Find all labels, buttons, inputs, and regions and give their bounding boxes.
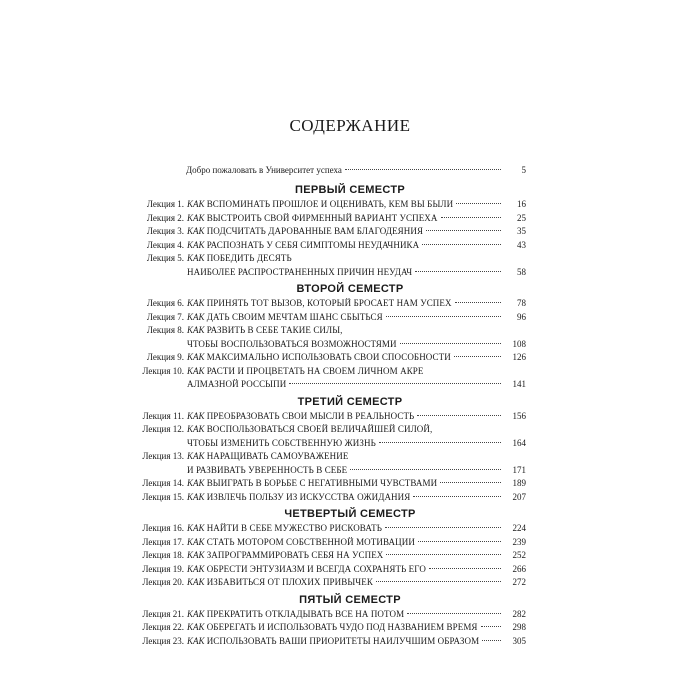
lecture-title-line [187,576,526,590]
lecture-title-text: РАСТИ И ПРОЦВЕТАТЬ НА СВОЕМ ЛИЧНОМ АКРЕ [206,365,424,376]
toc-entry[interactable] [134,491,526,505]
toc-entry[interactable] [134,522,526,536]
page-number: 189 [512,478,526,488]
dot-leader [422,244,501,245]
lecture-title [187,239,526,253]
semester-section [134,506,526,590]
toc-entry[interactable] [134,635,526,649]
lecture-title-text: И РАЗВИВАТЬ УВЕРЕННОСТЬ В СЕБЕ [187,464,348,475]
kak-prefix: КАК [187,212,205,223]
dot-leader [482,640,501,641]
lecture-title-line [187,437,526,451]
toc-entry[interactable] [134,621,526,635]
lecture-title-line [187,635,526,649]
kak-prefix: КАК [187,635,205,646]
lecture-number: Лекция 15. [142,491,184,502]
toc-entry[interactable] [134,239,526,253]
page-number: 16 [517,199,526,209]
page-number: 58 [517,266,526,277]
lecture-title [187,252,526,279]
toc-entry[interactable] [134,198,526,212]
dot-leader [376,581,501,582]
dot-leader [400,343,501,344]
lecture-number: Лекция 17. [142,536,184,547]
toc-entry[interactable] [134,450,526,477]
lecture-title-line [187,239,526,253]
lecture-title-text: НАИБОЛЕЕ РАСПРОСТРАНЕННЫХ ПРИЧИН НЕУДАЧ [187,266,413,277]
toc-entry[interactable] [134,410,526,424]
page-number: 43 [517,239,526,250]
lecture-title [187,563,526,577]
lecture-title-line [187,212,526,226]
lecture-title-text: ВОСПОЛЬЗОВАТЬСЯ СВОЕЙ ВЕЛИЧАЙШЕЙ СИЛОЙ, [206,424,433,434]
lecture-number: Лекция 16. [142,523,184,533]
lecture-number: Лекция 2. [146,212,184,223]
lecture-title-text: НАРАЩИВАТЬ САМОУВАЖЕНИЕ [206,451,349,461]
lecture-number: Лекция 23. [142,635,184,646]
page-number: 239 [512,536,526,547]
page-number: 282 [512,608,526,619]
lecture-title-line [187,225,526,239]
lecture-number: Лекция 20. [142,577,184,587]
lecture-number: Лекция 22. [142,622,184,632]
dot-leader [440,482,501,483]
lecture-title-line [187,266,526,280]
lecture-title-text: ВЫСТРОИТЬ СВОЙ ФИРМЕННЫЙ ВАРИАНТ УСПЕХА [206,212,438,223]
kak-prefix: КАК [187,608,205,619]
lecture-title-text: ПРЕОБРАЗОВАТЬ СВОИ МЫСЛИ В РЕАЛЬНОСТЬ [206,410,415,421]
lecture-title-text: ИЗБАВИТЬСЯ ОТ ПЛОХИХ ПРИВЫЧЕК [206,577,373,587]
page-title: СОДЕРЖАНИЕ [289,116,411,135]
dot-leader [415,271,501,272]
page-number: 5 [521,165,526,175]
dot-leader [386,554,501,555]
lecture-title-text: ПОБЕДИТЬ ДЕСЯТЬ [206,253,292,263]
kak-prefix: КАК [187,577,205,587]
lecture-title-line [187,563,526,577]
page-number: 224 [512,523,526,533]
lecture-title [187,423,526,450]
dot-leader [289,383,501,384]
toc-entry[interactable] [134,365,526,392]
kak-prefix: КАК [187,410,205,421]
lecture-title-line [187,378,526,392]
lecture-title-line [187,351,526,365]
page-number: 35 [517,226,526,236]
lecture-title-line [187,338,526,352]
lecture-title-text: ИЗВЛЕЧЬ ПОЛЬЗУ ИЗ ИСКУССТВА ОЖИДАНИЯ [206,491,411,502]
lecture-title-text: ИСПОЛЬЗОВАТЬ ВАШИ ПРИОРИТЕТЫ НАИЛУЧШИМ ОБРАЗОМ [206,635,480,646]
lecture-title [187,621,526,635]
page-number: 171 [512,464,526,475]
lecture-title-text: ВСПОМИНАТЬ ПРОШЛОЕ И ОЦЕНИВАТЬ, КЕМ ВЫ БЫЛИ [206,199,454,209]
kak-prefix: КАК [187,491,205,502]
page-number: 305 [512,635,526,646]
toc-entry[interactable] [134,297,526,311]
semester-section [134,182,526,279]
kak-prefix: КАК [187,523,205,533]
lecture-title-line [187,477,526,491]
lecture-title-text: ПРЕКРАТИТЬ ОТКЛАДЫВАТЬ ВСЕ НА ПОТОМ [206,608,405,619]
lecture-title-line [187,324,526,338]
lecture-number: Лекция 3. [146,226,184,236]
kak-prefix: КАК [187,424,205,434]
page-number: 252 [512,550,526,560]
dot-leader [455,302,501,303]
lecture-number: Лекция 13. [142,451,184,461]
semester-heading: ПЕРВЫЙ СЕМЕСТР [295,184,405,196]
semester-heading: ЧЕТВЕРТЫЙ СЕМЕСТР [284,508,416,520]
lecture-title-line [187,365,526,379]
toc-entry[interactable] [134,423,526,450]
page-number: 272 [512,577,526,587]
lecture-title-text: ВЫИГРАТЬ В БОРЬБЕ С НЕГАТИВНЫМИ ЧУВСТВАМИ [206,478,438,488]
toc-entry[interactable] [134,608,526,622]
lecture-title [187,297,526,311]
kak-prefix: КАК [187,365,205,376]
dot-leader [456,203,501,204]
lecture-title-line [187,621,526,635]
toc-entry[interactable] [134,536,526,550]
lecture-title-text: РАЗВИТЬ В СЕБЕ ТАКИЕ СИЛЫ, [206,325,343,335]
lecture-title-text: АЛМАЗНОЙ РОССЫПИ [187,379,287,389]
lecture-title-line [187,410,526,424]
lecture-title-line [187,536,526,550]
lecture-title [187,198,526,212]
dot-leader [345,169,501,170]
page-number: 156 [512,410,526,421]
toc-entry[interactable] [134,212,526,226]
lecture-number: Лекция 19. [142,563,184,574]
page-number: 108 [512,338,526,349]
toc-entry[interactable] [134,311,526,325]
lecture-title [187,608,526,622]
kak-prefix: КАК [187,226,205,236]
lecture-number: Лекция 18. [142,550,184,560]
lecture-title-text: СТАТЬ МОТОРОМ СОБСТВЕННОЙ МОТИВАЦИИ [206,536,415,547]
lecture-title-text: МАКСИМАЛЬНО ИСПОЛЬЗОВАТЬ СВОИ СПОСОБНОСТИ [206,352,451,362]
dot-leader [379,442,501,443]
toc-entry[interactable] [134,563,526,577]
lecture-title-line [187,522,526,536]
lecture-title-line [187,608,526,622]
kak-prefix: КАК [187,451,205,461]
lecture-title [187,549,526,563]
lecture-title [187,635,526,649]
page-number: 126 [512,352,526,362]
semester-section [134,592,526,649]
kak-prefix: КАК [187,563,205,574]
lecture-title [187,212,526,226]
lecture-title [187,450,526,477]
page-number: 96 [517,311,526,322]
page-number: 78 [517,298,526,308]
lecture-title-line [187,311,526,325]
semester-sections [134,182,526,648]
lecture-title-text: ОБЕРЕГАТЬ И ИСПОЛЬЗОВАТЬ ЧУДО ПОД НАЗВАНИЕМ ВРЕМЯ [206,622,478,632]
lecture-title-text: ДАТЬ СВОИМ МЕЧТАМ ШАНС СБЫТЬСЯ [206,311,383,322]
kak-prefix: КАК [187,550,205,560]
lecture-title-line [187,198,526,212]
dot-leader [429,568,501,569]
lecture-title-line [187,491,526,505]
page-number: 25 [517,212,526,223]
dot-leader [417,415,501,416]
dot-leader [454,356,501,357]
lecture-title-line [187,252,526,266]
lecture-number: Лекция 11. [142,410,184,421]
lecture-title [187,477,526,491]
toc-entry[interactable] [134,324,526,351]
lecture-title [187,365,526,392]
dot-leader [441,217,501,218]
lecture-title [187,351,526,365]
kak-prefix: КАК [187,199,205,209]
page-number: 141 [512,379,526,389]
lecture-number: Лекция 7. [146,311,184,322]
page-number: 164 [512,437,526,448]
lecture-number: Лекция 5. [146,253,184,263]
kak-prefix: КАК [187,352,205,362]
toc-entry[interactable] [134,477,526,491]
lecture-number: Лекция 21. [142,608,184,619]
kak-prefix: КАК [187,253,205,263]
dot-leader [413,496,501,497]
table-of-contents [134,164,526,650]
lecture-title-text: ОБРЕСТИ ЭНТУЗИАЗМ И ВСЕГДА СОХРАНЯТЬ ЕГО [206,563,426,574]
lecture-title-line [187,423,526,437]
kak-prefix: КАК [187,325,205,335]
kak-prefix: КАК [187,622,205,632]
dot-leader [407,613,501,614]
dot-leader [481,626,501,627]
kak-prefix: КАК [187,298,205,308]
lecture-title-text: РАСПОЗНАТЬ У СЕБЯ СИМПТОМЫ НЕУДАЧНИКА [206,239,420,250]
semester-heading: ТРЕТИЙ СЕМЕСТР [297,395,403,408]
lecture-title-text: ПОДСЧИТАТЬ ДАРОВАННЫЕ ВАМ БЛАГОДЕЯНИЯ [206,226,424,236]
lecture-title [187,410,526,424]
dot-leader [386,316,501,317]
lecture-title [187,311,526,325]
lecture-number: Лекция 1. [146,199,184,209]
lecture-title-line [187,297,526,311]
lecture-title [187,225,526,239]
lecture-title-text: ЧТОБЫ ВОСПОЛЬЗОВАТЬСЯ ВОЗМОЖНОСТЯМИ [187,338,397,349]
dot-leader [350,469,501,470]
semester-heading: ВТОРОЙ СЕМЕСТР [296,283,404,295]
toc-entry[interactable] [134,225,526,239]
lecture-number: Лекция 8. [146,325,184,335]
toc-entry[interactable] [134,576,526,590]
lecture-title [187,324,526,351]
page-number: 207 [512,491,526,502]
semester-section [134,281,526,392]
kak-prefix: КАК [187,478,205,488]
lecture-title [187,576,526,590]
lecture-number: Лекция 4. [146,239,184,250]
dot-leader [385,527,501,528]
kak-prefix: КАК [187,536,205,547]
kak-prefix: КАК [187,239,205,250]
dot-leader [418,541,501,542]
lecture-number: Лекция 9. [146,352,184,362]
semester-heading: ПЯТЫЙ СЕМЕСТР [299,593,401,606]
lecture-title-line [187,450,526,464]
lecture-number: Лекция 10. [142,365,184,376]
lecture-title [187,522,526,536]
lecture-number: Лекция 12. [142,424,184,434]
lecture-number: Лекция 6. [146,298,184,308]
lecture-title [187,491,526,505]
dot-leader [426,230,501,231]
lecture-title-text: НАЙТИ В СЕБЕ МУЖЕСТВО РИСКОВАТЬ [206,523,383,533]
lecture-title-text: ЧТОБЫ ИЗМЕНИТЬ СОБСТВЕННУЮ ЖИЗНЬ [187,437,376,448]
welcome-text: Добро пожаловать в Университет успеха [186,165,342,175]
lecture-title [187,536,526,550]
lecture-title-line [187,464,526,478]
page-number: 298 [512,622,526,632]
kak-prefix: КАК [187,311,205,322]
toc-entry[interactable] [134,351,526,365]
semester-section [134,394,526,505]
toc-entry[interactable] [134,549,526,563]
lecture-title-text: ПРИНЯТЬ ТОТ ВЫЗОВ, КОТОРЫЙ БРОСАЕТ НАМ УСПЕХ [206,298,452,308]
lecture-title-line [187,549,526,563]
toc-entry[interactable] [134,252,526,279]
lecture-title-text: ЗАПРОГРАММИРОВАТЬ СЕБЯ НА УСПЕХ [206,550,384,560]
toc-entry-welcome[interactable] [186,164,526,177]
page-number: 266 [512,563,526,574]
lecture-number: Лекция 14. [142,478,184,488]
